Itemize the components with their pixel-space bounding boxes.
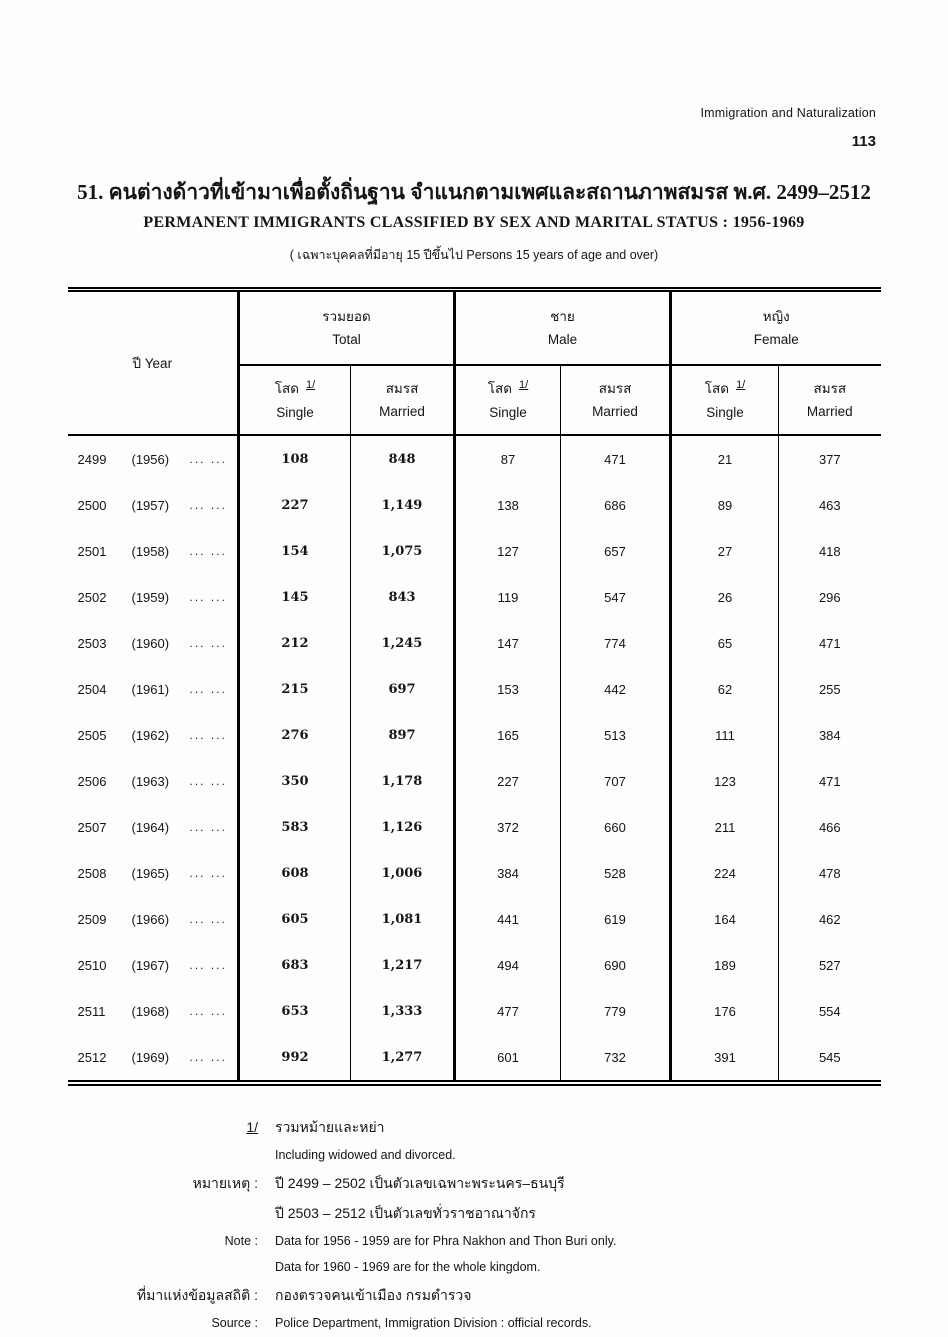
cell-year <box>68 620 239 666</box>
subheader-single-english: Single <box>706 404 744 420</box>
cell-total-single: 108 <box>239 435 351 482</box>
cell-male-married: 513 <box>561 712 671 758</box>
leader-dots: ... ... <box>189 820 227 834</box>
source-thai: กองตรวจคนเข้าเมือง กรมตำรวจ <box>275 1287 472 1303</box>
running-head <box>0 0 948 150</box>
header-year-english: Year <box>144 356 173 371</box>
cell-female-single: 89 <box>671 482 779 528</box>
cell-male-married: 779 <box>561 988 671 1034</box>
cell-male-single: 138 <box>455 482 561 528</box>
cell-year <box>68 758 239 804</box>
cell-year <box>68 574 239 620</box>
table-row <box>68 850 881 896</box>
subheader-single-thai: โสด <box>487 380 513 396</box>
header-year <box>68 292 239 435</box>
table-header-groups <box>68 292 881 365</box>
subheader-single-english: Single <box>489 404 527 420</box>
cell-female-married: 296 <box>779 574 881 620</box>
source-line-thai <box>62 1280 948 1310</box>
cell-total-married: 1,075 <box>351 528 455 574</box>
cell-male-married: 528 <box>561 850 671 896</box>
note-thai-1: ปี 2499 – 2502 เป็นตัวเลขเฉพาะพระนคร–ธนบุรี <box>275 1175 565 1191</box>
cell-total-married: 1,006 <box>351 850 455 896</box>
year-buddhist: 2499 <box>77 451 107 467</box>
cell-female-single: 224 <box>671 850 779 896</box>
cell-total-married: 848 <box>351 435 455 482</box>
cell-female-married: 478 <box>779 850 881 896</box>
footnote-marker: 1/ <box>306 378 316 391</box>
cell-total-married: 1,333 <box>351 988 455 1034</box>
leader-dots: ... ... <box>189 774 227 788</box>
cell-female-married: 545 <box>779 1034 881 1080</box>
header-male-single <box>455 365 561 435</box>
cell-total-married: 843 <box>351 574 455 620</box>
year-gregorian: (1956) <box>131 451 170 467</box>
cell-female-single: 111 <box>671 712 779 758</box>
note-label-english: Note : <box>224 1234 258 1248</box>
cell-male-married: 442 <box>561 666 671 712</box>
year-buddhist: 2512 <box>77 1049 107 1065</box>
leader-dots: ... ... <box>189 498 227 512</box>
cell-total-single: 350 <box>239 758 351 804</box>
source-label-thai: ที่มาแห่งข้อมูลสถิติ : <box>136 1287 258 1303</box>
cell-male-married: 657 <box>561 528 671 574</box>
year-gregorian: (1967) <box>131 957 170 973</box>
header-female-married <box>779 365 881 435</box>
year-gregorian: (1968) <box>131 1003 170 1019</box>
cell-female-married: 463 <box>779 482 881 528</box>
leader-dots: ... ... <box>189 866 227 880</box>
cell-female-single: 164 <box>671 896 779 942</box>
cell-year <box>68 850 239 896</box>
table-row <box>68 988 881 1034</box>
cell-male-single: 119 <box>455 574 561 620</box>
year-gregorian: (1965) <box>131 865 170 881</box>
cell-year <box>68 666 239 712</box>
year-buddhist: 2510 <box>77 957 107 973</box>
source-english: Police Department, Immigration Division : official records. <box>275 1316 592 1330</box>
year-gregorian: (1969) <box>131 1049 170 1065</box>
cell-female-single: 176 <box>671 988 779 1034</box>
cell-year <box>68 896 239 942</box>
header-total-married <box>351 365 455 435</box>
footnote-marker-line-english <box>62 1142 948 1168</box>
year-buddhist: 2511 <box>77 1003 106 1019</box>
table-row <box>68 528 881 574</box>
note-line-thai-2 <box>62 1198 948 1228</box>
statistics-table <box>68 292 881 1080</box>
subheader-married-english: Married <box>592 404 638 419</box>
cell-total-single: 583 <box>239 804 351 850</box>
cell-female-married: 462 <box>779 896 881 942</box>
cell-female-single: 123 <box>671 758 779 804</box>
cell-male-single: 147 <box>455 620 561 666</box>
year-buddhist: 2501 <box>77 543 107 559</box>
cell-male-single: 227 <box>455 758 561 804</box>
cell-female-single: 65 <box>671 620 779 666</box>
note-english-1: Data for 1956 - 1959 are for Phra Nakhon and Thon Buri only. <box>275 1234 617 1248</box>
cell-male-single: 87 <box>455 435 561 482</box>
leader-dots: ... ... <box>189 912 227 926</box>
cell-female-single: 189 <box>671 942 779 988</box>
cell-total-single: 276 <box>239 712 351 758</box>
title-english: PERMANENT IMMIGRANTS CLASSIFIED BY SEX AND MARITAL STATUS : 1956-1969 <box>143 214 805 231</box>
table-row <box>68 942 881 988</box>
cell-female-married: 554 <box>779 988 881 1034</box>
cell-total-single: 215 <box>239 666 351 712</box>
table-row <box>68 712 881 758</box>
statistics-table-wrap <box>68 287 881 1086</box>
year-buddhist: 2507 <box>77 819 107 835</box>
header-group-total <box>239 292 455 365</box>
cell-total-single: 653 <box>239 988 351 1034</box>
subheader-married-thai: สมรส <box>385 381 419 396</box>
cell-total-married: 1,178 <box>351 758 455 804</box>
footnote-marker: 1/ <box>246 1119 258 1135</box>
cell-year <box>68 712 239 758</box>
cell-total-single: 992 <box>239 1034 351 1080</box>
cell-year <box>68 435 239 482</box>
cell-total-married: 1,245 <box>351 620 455 666</box>
year-buddhist: 2508 <box>77 865 107 881</box>
leader-dots: ... ... <box>189 728 227 742</box>
year-gregorian: (1960) <box>131 635 170 651</box>
cell-male-married: 547 <box>561 574 671 620</box>
year-buddhist: 2509 <box>77 911 107 927</box>
year-buddhist: 2505 <box>77 727 107 743</box>
cell-year <box>68 942 239 988</box>
cell-total-married: 1,277 <box>351 1034 455 1080</box>
note-english-2: Data for 1960 - 1969 are for the whole kingdom. <box>275 1260 541 1274</box>
header-male-english: Male <box>547 332 578 347</box>
cell-total-single: 227 <box>239 482 351 528</box>
cell-male-married: 471 <box>561 435 671 482</box>
leader-dots: ... ... <box>189 682 227 696</box>
cell-year <box>68 482 239 528</box>
cell-year <box>68 988 239 1034</box>
cell-female-married: 471 <box>779 620 881 666</box>
cell-total-married: 1,126 <box>351 804 455 850</box>
cell-total-single: 145 <box>239 574 351 620</box>
header-group-female <box>671 292 881 365</box>
year-gregorian: (1963) <box>131 773 170 789</box>
cell-male-married: 690 <box>561 942 671 988</box>
table-row <box>68 666 881 712</box>
cell-female-single: 391 <box>671 1034 779 1080</box>
leader-dots: ... ... <box>189 544 227 558</box>
cell-male-single: 601 <box>455 1034 561 1080</box>
header-male-married <box>561 365 671 435</box>
year-buddhist: 2500 <box>77 497 107 513</box>
leader-dots: ... ... <box>189 452 227 466</box>
subheader-single-thai: โสด <box>274 380 300 396</box>
cell-male-single: 384 <box>455 850 561 896</box>
leader-dots: ... ... <box>189 1050 227 1064</box>
cell-total-married: 697 <box>351 666 455 712</box>
leader-dots: ... ... <box>189 590 227 604</box>
header-total-thai: รวมยอด <box>322 309 371 324</box>
table-row <box>68 482 881 528</box>
year-gregorian: (1957) <box>131 497 170 513</box>
cell-male-single: 494 <box>455 942 561 988</box>
cell-total-married: 897 <box>351 712 455 758</box>
cell-year <box>68 528 239 574</box>
cell-total-single: 608 <box>239 850 351 896</box>
cell-year <box>68 1034 239 1080</box>
subheader-married-thai: สมรส <box>598 381 632 396</box>
footnote-marker-english: Including widowed and divorced. <box>275 1148 456 1162</box>
footnote-marker: 1/ <box>519 378 529 391</box>
cell-male-single: 441 <box>455 896 561 942</box>
cell-female-married: 377 <box>779 435 881 482</box>
header-group-male <box>455 292 671 365</box>
leader-dots: ... ... <box>189 958 227 972</box>
title-note: ( เฉพาะบุคคลที่มีอายุ 15 ปีขึ้นไป Persons 15 years of age and over) <box>289 248 659 262</box>
note-line-english-2 <box>62 1254 948 1280</box>
subheader-married-english: Married <box>806 404 853 419</box>
table-row <box>68 574 881 620</box>
cell-total-married: 1,149 <box>351 482 455 528</box>
source-label-english: Source : <box>211 1316 258 1330</box>
table-row <box>68 620 881 666</box>
cell-female-married: 466 <box>779 804 881 850</box>
note-line-english-1 <box>62 1228 948 1254</box>
header-female-thai: หญิง <box>762 309 790 324</box>
year-buddhist: 2502 <box>77 589 107 605</box>
note-label-thai: หมายเหตุ : <box>192 1175 258 1191</box>
table-row <box>68 896 881 942</box>
table-row <box>68 435 881 482</box>
cell-total-married: 1,217 <box>351 942 455 988</box>
year-buddhist: 2503 <box>77 635 107 651</box>
cell-male-married: 686 <box>561 482 671 528</box>
header-female-english: Female <box>753 332 799 347</box>
leader-dots: ... ... <box>189 636 227 650</box>
cell-female-married: 527 <box>779 942 881 988</box>
title-block <box>0 178 948 265</box>
title-thai: 51. คนต่างด้าวที่เข้ามาเพื่อตั้งถิ่นฐาน จำแนกตามเพศและสถานภาพสมรส พ.ศ. 2499–2512 <box>77 180 871 204</box>
year-gregorian: (1958) <box>131 543 170 559</box>
year-gregorian: (1959) <box>131 589 170 605</box>
cell-male-single: 165 <box>455 712 561 758</box>
header-total-single <box>239 365 351 435</box>
cell-female-married: 255 <box>779 666 881 712</box>
cell-male-married: 660 <box>561 804 671 850</box>
cell-female-single: 62 <box>671 666 779 712</box>
cell-female-married: 471 <box>779 758 881 804</box>
table-row <box>68 758 881 804</box>
cell-female-married: 418 <box>779 528 881 574</box>
subheader-married-thai: สมรส <box>813 381 847 396</box>
cell-male-married: 732 <box>561 1034 671 1080</box>
year-gregorian: (1961) <box>131 681 170 697</box>
cell-male-single: 372 <box>455 804 561 850</box>
cell-female-married: 384 <box>779 712 881 758</box>
cell-total-single: 212 <box>239 620 351 666</box>
year-buddhist: 2506 <box>77 773 107 789</box>
table-row <box>68 804 881 850</box>
year-gregorian: (1966) <box>131 911 170 927</box>
leader-dots: ... ... <box>189 1004 227 1018</box>
table-row <box>68 1034 881 1080</box>
header-year-thai: ปี <box>132 356 142 371</box>
cell-total-single: 605 <box>239 896 351 942</box>
cell-male-married: 707 <box>561 758 671 804</box>
year-gregorian: (1964) <box>131 819 170 835</box>
cell-male-single: 153 <box>455 666 561 712</box>
header-total-english: Total <box>332 332 361 347</box>
subheader-single-english: Single <box>276 404 314 420</box>
cell-male-single: 477 <box>455 988 561 1034</box>
page-number: 113 <box>851 133 876 150</box>
footnotes <box>62 1112 948 1336</box>
footnote-marker: 1/ <box>736 378 746 391</box>
cell-total-single: 154 <box>239 528 351 574</box>
year-gregorian: (1962) <box>131 727 170 743</box>
note-line-thai-1 <box>62 1168 948 1198</box>
cell-year <box>68 804 239 850</box>
footnote-marker-line <box>62 1112 948 1142</box>
source-line-english <box>62 1310 948 1336</box>
table-body <box>68 435 881 1080</box>
cell-female-single: 211 <box>671 804 779 850</box>
header-male-thai: ชาย <box>550 309 575 324</box>
cell-male-married: 774 <box>561 620 671 666</box>
subheader-married-english: Married <box>379 404 425 419</box>
header-female-single <box>671 365 779 435</box>
cell-female-single: 27 <box>671 528 779 574</box>
year-buddhist: 2504 <box>77 681 107 697</box>
note-thai-2: ปี 2503 – 2512 เป็นตัวเลขทั่วราชอาณาจักร <box>275 1205 536 1221</box>
footnote-marker-thai: รวมหม้ายและหย่า <box>275 1119 385 1135</box>
cell-total-married: 1,081 <box>351 896 455 942</box>
cell-female-single: 26 <box>671 574 779 620</box>
cell-female-single: 21 <box>671 435 779 482</box>
cell-total-single: 683 <box>239 942 351 988</box>
section-label: Immigration and Naturalization <box>700 106 876 120</box>
cell-male-married: 619 <box>561 896 671 942</box>
cell-male-single: 127 <box>455 528 561 574</box>
subheader-single-thai: โสด <box>704 380 730 396</box>
